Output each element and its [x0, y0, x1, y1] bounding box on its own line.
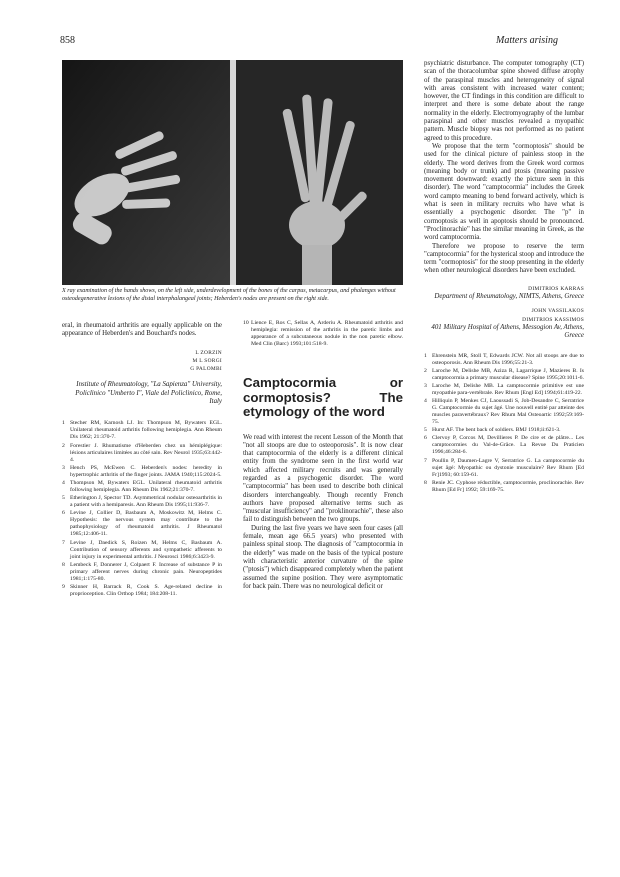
reference-list: [424, 353, 584, 494]
reference-item: 1 Ehrenstein MR, Stoll T, Edwards JCW. Not all stoops are due to osteoporosis. Ann Rheum Dis 1996;55:21-3.: [424, 352, 584, 366]
author: JOHN VASSILAKOS: [531, 308, 584, 315]
running-head: Matters arising: [496, 35, 558, 46]
reference-item: 10 Lience E, Ros C, Sellas A, Arderiu A. Rheumatoid arthritis and hemiplegia: remission of the arthritis in the paretic limbs and appearance of a subcutaneous nodule in the non paretic elbow. Med Clin (Barc) 1993;101:518-9.: [243, 320, 403, 347]
reference-item: 7 Levine J, Daedick S, Roizen M, Helms C, Basbaum A. Contribution of sensory afferents and sympathetic afferents to joint injury in experimental arthritis. J Neurosci 1986;6:3423-9.: [62, 539, 222, 560]
reference-item: 2 Laroche M, Delishe MB, Aziza R, Lagarrique J, Mazieres B. Is camptocormia a primary muscular disease? Spine 1995;20:1011-6.: [424, 367, 584, 381]
middle-column: [243, 320, 403, 591]
left-intro-paragraph: eral, in rheumatoid arthritis are equally applicable on the appearance of Heberden's and Bouchard's nodes.: [62, 322, 222, 338]
reference-item: 1 Stecher RM, Karnosh LJ. In: Thompson M, Bywaters EGL. Unilateral rheumatoid arthritis following hemiplegia. Ann Rheum Dis 1962; 21:370-7.: [62, 420, 222, 441]
reference-item: 5 Etherington J, Spector TD. Asymmetrical nodular osteoarthritis in a patient with a hemiparesis. Ann Rheum Dis 1995;11:936-7.: [62, 495, 222, 509]
reference-item: 6 Levine J, Collier D, Basbaum A, Moskowitz M, Helms C. Hypothesis: the nervous system may contribute to the pathophysiology of rheumatoid arthritis. J Rheumatol 1985;12:406-11.: [62, 510, 222, 538]
author: M L SORGI: [192, 357, 222, 364]
reference-item: 5 Hurst AF. The bent back of soldiers. BMJ 1918;ii:621-3.: [424, 427, 561, 434]
reference-item: 3 Laroche M, Delishe MB. La camptocormie primitive est une myopathie para-vertébrale. Rev Rhum [Engl Ed] 1994;61:419-22.: [424, 382, 584, 396]
body-paragraph: psychiatric disturbance. The computer tomography (CT) scan of the thoracolumbar spine showed diffuse atrophy of the paraspinal muscles and heterogeneity of signal with areas consistent with increased water content; however, the CT findings in this condition are difficult to interpret and there is some debate about the range normality in the elderly. Electromyography of the lumbar paraspinal and other muscles revealed a myopathic pattern. Muscle biopsy was not performed as no patient agreed to this procedure.: [424, 60, 584, 142]
reference-item: 6 Clervoy P, Corcos M, Devillieres P. De cire et de plâtre... Les camptocormies du Val-de-Grâce. La Revue Du Praticien 1996;46:284-6.: [424, 435, 584, 456]
affiliation: Department of Rheumatology, NIMTS, Athens, Greece: [434, 293, 584, 301]
reference-item: 8 Lembeck F, Donnerer J, Colpaert F. Increase of substance P in primary afferent nerves during chronic pain. Neuropeptides 1981;1:175-80.: [62, 561, 222, 582]
body-paragraph: Therefore we propose to reserve the term "camptocormia" for the hysterical stoop and introduce the term "cormoptosis" for the stoop presenting in the elderly when other neurological disorders have been excluded.: [424, 242, 584, 275]
body-paragraph: During the last five years we have seen four cases (all female, mean age 66.5 years) who presented with painless spinal stoop. The diagnosis of "camptocormia in the elderly" was made on the basis of the typical posture with characteristic anterior curvature of the spine ("ptosis") which disappeared completely when the patient assumed the supine position. They were asymptomatic for back pain. There was no neurological deficit or: [243, 524, 403, 590]
reference-item: 4 Hilliquin P, Menkes CJ, Laoussadi S, Job-Desandre C, Serratrice G. Camptocormie du sujet âgé. Une nouvell entité par atteinte des muscles paravertébraux? Rev Rhum Mal Osteoartic 1992;59:169-75.: [424, 398, 584, 426]
page-number: 858: [60, 35, 75, 46]
reference-item: 8 Renie JC. Cyphose réductible, camptocormie, proclinorachie. Rev Rhum [Ed Fr] 1992; 59:169-75.: [424, 479, 584, 493]
reference-list: [62, 420, 222, 598]
reference-item: 3 Hench PS, McEwen C. Heberden's nodes: heredity in hypertrophic arthritis of the finger joints. JAMA 1940;115:2024-5.: [62, 464, 222, 478]
affiliation: 401 Military Hospital of Athens, Messogion Av, Athens, Greece: [431, 323, 584, 340]
author: L ZORZIN: [195, 349, 222, 356]
reference-item: 9 Skinner H, Barrack R, Cook S. Age-related decline in proprioception. Clin Orthop 1984; 184:208-11.: [62, 583, 222, 597]
body-paragraph: We propose that the term "cormoptosis" should be used for the clinical picture of painless stoop in the elderly. The word derives from the Greek word cormos (meaning body or trunk) and ptosis (meaning passive movement downward: exactly the picture seen in this disorder). The word "camptocormia" includes the Greek word campto meaning to bend forward actively, which is what is seen in military recruits who have what is essentially a psychogenic disorder. The "p" in cormoptosis as well in apoptosis should be pronounced. "Proclinorachie" has the similar meaning in Greek, as the word camptocormia.: [424, 142, 584, 242]
affiliation: Institute of Rheumatology, "La Sapienza" University, Policlinico "Umberto I", Viale del Policlinico, Rome, Italy: [75, 381, 222, 406]
figure-caption: X ray examination of the hands shows, on the left side, underdevelopment of the bones of the carpus, metacarpus, and phalanges without osteodegenerative lesions of the distal interphalangeal joints; Heberden's nodes are present on the right side.: [62, 288, 396, 302]
reference-item: 7 Poullin P, Daumen-Lagre V, Serratrice G. La camptocormie du sujet âgé: Myopathic ou dystonie musculaire? Rev Rhum [Ed Fr]1993; 60:159-61.: [424, 457, 584, 478]
reference-item: 2 Forestier J. Rhumatisme d'Heberden chez un hémiplégique: lésions articulaires limitées au côté sain. Rev Neurol 1935;63:442-4.: [62, 442, 222, 463]
xray-figure: [62, 60, 403, 285]
author-list: [62, 349, 222, 374]
reference-item: 4 Thompson M, Bywaters EGL. Unilateral rheumatoid arthritis following hemiplegia. Ann Rheum Dis 1962;21:370-7.: [62, 479, 222, 493]
author: DIMITRIOS KASSIMOS: [522, 316, 584, 323]
author: G PALOMBI: [190, 366, 222, 373]
body-paragraph: We read with interest the recent Lesson of the Month that "not all stoops are due to osteoporosis". It is now clear that camptocormia of the elderly is a different clinical entity from the syndrome seen in the first world war which affected military recruits and was generally regarded as a psychogenic disorder. The word "camptocormia" has been used to describe both clinical disorders interchangeably. Though recently French authors have proposed alternative terms such as "muscular insufficiency" and "proklinorachie", these also fail to distinguish between the two groups.: [243, 433, 403, 524]
right-column: [424, 60, 584, 495]
article-title: Camptocormia or cormoptosis? The etymology of the word: [243, 375, 403, 419]
left-column: [62, 322, 222, 599]
author: DIMITRIOS KARRAS: [528, 285, 584, 292]
xray-hands-image: [62, 60, 403, 285]
